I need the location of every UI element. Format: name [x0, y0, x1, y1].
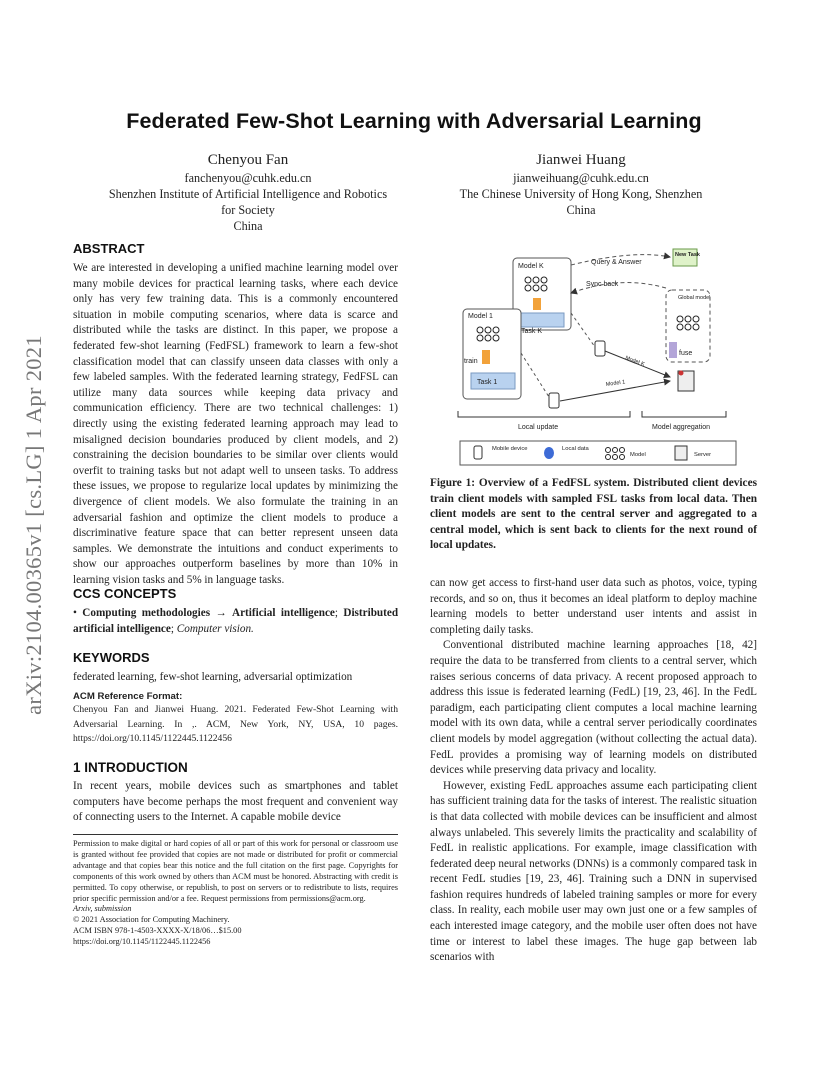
author-affiliation-line: Shenzhen Institute of Artificial Intelligence and Robotics	[108, 187, 388, 201]
ccs-sep: ;	[170, 622, 177, 635]
figure-diagram	[430, 243, 760, 469]
keywords-heading: KEYWORDS	[73, 650, 150, 665]
arxiv-sidebar	[13, 290, 55, 760]
legend-mobile-icon	[474, 446, 482, 459]
label-task-1: Task 1	[477, 379, 498, 386]
label-new-task: New Task	[675, 252, 700, 258]
abstract-section	[73, 241, 398, 588]
author-email: jianweihuang@cuhk.edu.cn	[513, 171, 649, 185]
ccs-bullet: •	[73, 607, 77, 619]
ccs-sep: ;	[334, 607, 344, 619]
venue: Arxiv, submission	[73, 904, 132, 914]
mobile-device-k-icon	[595, 341, 605, 356]
acm-ref-heading: ACM Reference Format:	[73, 691, 183, 702]
local-link-k	[571, 313, 595, 347]
local-update-bracket	[458, 411, 630, 417]
figure-caption: Figure 1: Overview of a FedFSL system. Distributed client devices train client models with sampled FSL tasks from local data. Then client models are sent to the central server and aggregated to a central model, which is sent back to clients for the next round of local updates.	[430, 477, 757, 552]
author-affiliation-line: China	[233, 219, 263, 233]
author-email: fanchenyou@cuhk.edu.cn	[184, 171, 312, 185]
intro-section-left	[73, 760, 398, 826]
abstract-heading: ABSTRACT	[73, 241, 145, 256]
ccs-arrow: →	[210, 607, 232, 619]
ccs-section	[73, 586, 398, 637]
abstract-text: We are interested in developing a unified machine learning model over many mobile devices for practical learning tasks, where each device only has very few training data. This is a commonly encountered situation in mobile computing scenarios, where data is scarce and distributed while the tasks are distinct. In this paper, we propose a federated few-shot learning (FedFSL) framework to learn a few-shot classification model that can classify unseen data classes with only a few labeled samples. With the federated learning strategy, FedFSL can utilize many data sources while keeping data privacy and communication efficiency. There are two technical challenges: 1) directly using the existing federated learning approach may lead to misaligned decision boundaries produced by client models, and 2) constraining the decision boundaries to be similar over clients would overfit to training tasks but not adapt well to unseen tasks. To address these issues, we propose to regularize local updates by minimizing the divergence of client models. We also formulate the training in an adversarial fashion and optimize the client models to produce a discriminative feature space that can better represent unseen data samples. We demonstrate the intuitions and conduct experiments to show our approaches outperform baselines by more than 10% in learning vision tasks and 5% in language tasks.	[73, 262, 398, 586]
intro-section-right	[430, 576, 757, 966]
ccs-concept: Computer vision.	[176, 622, 254, 635]
intro-heading: 1 INTRODUCTION	[73, 760, 188, 775]
author-block-1	[78, 150, 418, 234]
label-train: train	[464, 358, 478, 365]
train-arrow-1-icon	[482, 350, 490, 364]
ccs-text	[73, 606, 398, 637]
permission-text: Permission to make digital or hard copies of all or part of this work for personal or classroom use is granted without fee provided that copies are not made or distributed for profit or commercial advantage and that copies bear this notice and the full citation on the first page. Copyrights for components of this work owned by others than ACM must be honored. Abstracting with credit is permitted. To copy otherwise, or republish, to post on servers or to redistribute to lists, requires prior specific permission and/or a fee. Request permissions from permissions@acm.org.	[73, 839, 398, 903]
author-name: Chenyou Fan	[207, 152, 289, 168]
isbn: ACM ISBN 978-1-4503-XXXX-X/18/06…$15.00	[73, 926, 242, 936]
keywords-text: federated learning, few-shot learning, adversarial optimization	[73, 671, 353, 683]
mobile-device-1-icon	[549, 393, 559, 408]
ccs-concept: Distributed artificial intelligence	[73, 607, 399, 635]
label-global-model: Global model	[678, 295, 711, 301]
task-k-card	[516, 313, 564, 327]
figure-1	[430, 243, 760, 469]
acm-ref-text: Chenyou Fan and Jianwei Huang. 2021. Federated Few-Shot Learning with Adversarial Learning. In ,. ACM, New York, NY, USA, 10 pages. https://doi.org/10.1145/1122445.1122456	[73, 704, 398, 745]
legend-server-icon	[675, 446, 687, 460]
label-model-1: Model 1	[468, 313, 493, 320]
doi: https://doi.org/10.1145/1122445.1122456	[73, 937, 211, 947]
aggregation-bracket	[642, 411, 726, 417]
fuse-arrow-icon	[669, 342, 677, 358]
intro-paragraph: Conventional distributed machine learning approaches [18, 42] require the data to be transferred from clients to a central server, which raises serious concerns of data privacy. A recent proposed approach to address this issue is federated learning (FedL) [19, 23, 46]. In the FedL paradigm, each participating client computes a local machine learning model with its own data, while a central server periodically coordinates client models by model aggregation (without collecting the actual data). FedL provides a promising way of learning models on distributed devices while preserving data privacy and locality.	[430, 639, 757, 777]
footnote-rule	[73, 834, 398, 835]
label-sync-back: Sync back	[586, 281, 619, 288]
legend-mobile-label: Mobile device	[492, 446, 528, 452]
label-query-answer: Query & Answer	[591, 259, 642, 266]
label-local-update: Local update	[518, 424, 559, 431]
server-light-icon	[679, 371, 684, 376]
author-block-2	[430, 150, 732, 218]
label-model-k-arrow: Model K	[624, 355, 646, 368]
acm-reference	[73, 690, 398, 747]
label-model-1-arrow: Model 1	[605, 379, 626, 388]
label-fuse: fuse	[679, 350, 693, 357]
intro-text-left: In recent years, mobile devices such as smartphones and tablet computers have become perhaps the most frequent and convenient way of connecting users to the Internet. A capable mobile device	[73, 780, 398, 824]
arxiv-id: arXiv:2104.00365v1 [cs.LG] 1 Apr 2021	[21, 335, 46, 715]
author-affiliation-line: The Chinese University of Hong Kong, Shenzhen	[459, 187, 703, 201]
legend-local-data-icon	[544, 447, 554, 459]
ccs-concept: Computing methodologies	[82, 607, 211, 619]
local-link-1	[521, 353, 549, 397]
legend-model-label: Model	[630, 452, 646, 458]
train-arrow-k-icon	[533, 298, 541, 310]
intro-paragraph: can now get access to first-hand user data such as photos, voice, typing records, and so on, thus it becomes an ideal platform to deploy machine learning models to better understand user intents and assist in completing daily tasks.	[430, 577, 757, 636]
keywords-section	[73, 650, 398, 686]
author-name: Jianwei Huang	[536, 152, 626, 168]
legend-server-label: Server	[694, 452, 712, 458]
legend-local-label: Local data	[562, 446, 589, 452]
label-task-k: Task K	[521, 328, 543, 335]
paper-title: Federated Few-Shot Learning with Adversarial Learning	[126, 109, 702, 133]
permission-block	[73, 839, 398, 948]
author-affiliation-line: China	[566, 203, 596, 217]
label-model-k: Model K	[518, 263, 544, 270]
copyright: © 2021 Association for Computing Machinery.	[73, 915, 230, 925]
intro-paragraph: However, existing FedL approaches assume each participating client has sufficient training data for the tasks of interest. The realistic situation is that data collected with mobile devices can be insufficient and almost always unlabeled. This severely limits the practicality and scalability of FedL in realistic applications. For example, image classification with federated deep neural networks (DNNs) is a commonly compared task in recent FedL studies [19, 23, 46]. Training such a DNN in supervised fashion requires hundreds of labeled training samples or more for every class. In reality, each mobile user may own just one or a few samples of each interested image category, and the mobile user often does not have time or interest to label these images. The huge gap between lab scenarios with	[430, 779, 757, 964]
ccs-concept: Artificial intelligence	[231, 607, 335, 619]
author-affiliation-line: for Society	[221, 203, 275, 217]
label-model-aggregation: Model aggregation	[652, 424, 710, 431]
ccs-heading: CCS CONCEPTS	[73, 586, 177, 601]
